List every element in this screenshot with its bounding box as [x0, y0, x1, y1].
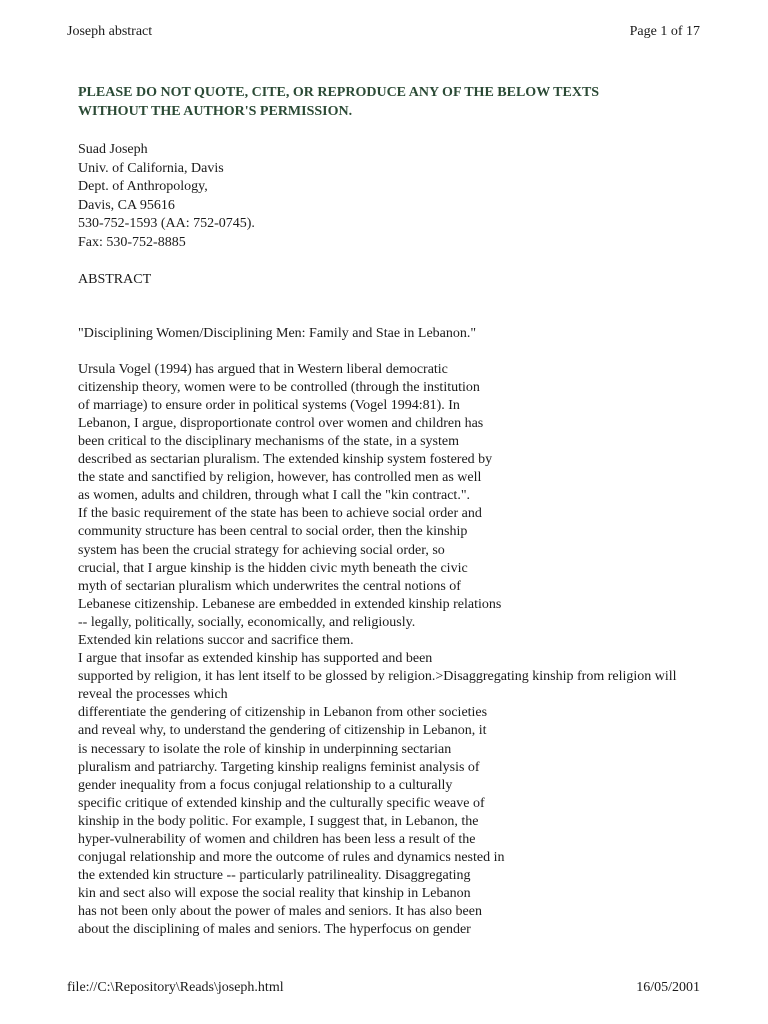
author-address-block [78, 141, 698, 253]
body-line: crucial, that I argue kinship is the hidden civic myth beneath the civic [78, 560, 468, 576]
body-line: is necessary to isolate the role of kinship in underpinning sectarian [78, 741, 452, 757]
body-line: the state and sanctified by religion, however, has controlled men as well [78, 470, 482, 486]
body-line: hyper-vulnerability of women and children has been less a result of the [78, 832, 476, 847]
paper-title: "Disciplining Women/Disciplining Men: Family and Stae in Lebanon." [78, 325, 477, 341]
footer-date: 16/05/2001 [636, 980, 700, 995]
header-page-number: Page 1 of 17 [629, 24, 700, 39]
body-line: specific critique of extended kinship and the culturally specific weave of [78, 795, 485, 811]
abstract-body [78, 361, 698, 940]
author-name: Suad Joseph [78, 142, 148, 157]
body-line: as women, adults and children, through what I call the "kin contract.". [78, 488, 471, 504]
body-line: kin and sect also will expose the social reality that kinship in Lebanon [78, 886, 471, 902]
body-line: conjugal relationship and more the outcome of rules and dynamics nested in [78, 850, 505, 866]
body-line: pluralism and patriarchy. Targeting kinship realigns feminist analysis of [78, 759, 480, 775]
permission-notice [78, 84, 698, 121]
header-doc-title: Joseph abstract [67, 24, 153, 39]
body-line: If the basic requirement of the state has been to achieve social order and [78, 506, 482, 522]
footer-file-path: file://C:\Repository\Reads\joseph.html [67, 980, 284, 995]
abstract-heading: ABSTRACT [78, 271, 152, 287]
body-line: been critical to the disciplinary mechanisms of the state, in a system [78, 433, 460, 449]
notice-line: WITHOUT THE AUTHOR'S PERMISSION. [78, 103, 353, 119]
body-line: has not been only about the power of males and seniors. It has also been [78, 904, 482, 920]
body-line: Lebanese citizenship. Lebanese are embedded in extended kinship relations [78, 596, 502, 612]
body-line: Lebanon, I argue, disproportionate control over women and children has [78, 415, 484, 431]
body-line: Ursula Vogel (1994) has argued that in Western liberal democratic [78, 361, 448, 377]
body-line: I argue that insofar as extended kinship has supported and been [78, 651, 433, 667]
author-university: Univ. of California, Davis [78, 160, 224, 176]
body-line: community structure has been central to social order, then the kinship [78, 524, 468, 540]
body-line: Extended kin relations succor and sacrifice them. [78, 632, 354, 648]
body-line: citizenship theory, women were to be controlled (through the institution [78, 379, 480, 395]
body-line: the extended kin structure -- particularly patrilineality. Disaggregating [78, 868, 471, 884]
body-line: myth of sectarian pluralism which underwrites the central notions of [78, 578, 461, 594]
notice-line: PLEASE DO NOT QUOTE, CITE, OR REPRODUCE ANY OF THE BELOW TEXTS [78, 85, 600, 100]
author-phone: 530-752-1593 (AA: 752-0745). [78, 216, 255, 232]
body-line: of marriage) to ensure order in political systems (Vogel 1994:81). In [78, 397, 460, 413]
body-line: described as sectarian pluralism. The extended kinship system fostered by [78, 452, 493, 468]
body-line: supported by religion, it has lent itself to be glossed by religion.>Disaggregating kinship from religion will [78, 669, 677, 685]
author-department: Dept. of Anthropology, [78, 179, 208, 195]
body-line: -- legally, politically, socially, economically, and religiously. [78, 614, 416, 630]
author-city: Davis, CA 95616 [78, 197, 175, 213]
body-line: about the disciplining of males and seniors. The hyperfocus on gender [78, 922, 471, 938]
body-line: and reveal why, to understand the gendering of citizenship in Lebanon, it [78, 723, 487, 739]
body-line: system has been the crucial strategy for achieving social order, so [78, 542, 445, 558]
body-line: gender inequality from a focus conjugal relationship to a culturally [78, 777, 453, 793]
author-fax: Fax: 530-752-8885 [78, 234, 186, 250]
body-line: kinship in the body politic. For example, I suggest that, in Lebanon, the [78, 813, 479, 829]
body-line: differentiate the gendering of citizenship in Lebanon from other societies [78, 705, 488, 721]
document-body [78, 84, 698, 940]
body-line: reveal the processes which [78, 687, 228, 703]
